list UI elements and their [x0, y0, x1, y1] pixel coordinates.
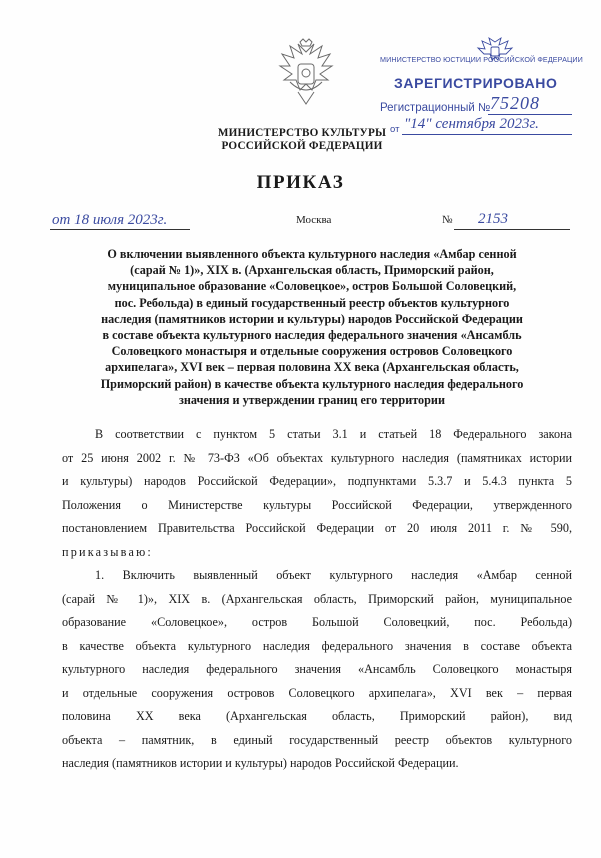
russian-coat-of-arms-icon	[276, 38, 336, 110]
body-line: постановлением Правительства Российской Федерации от 20 июля 2011 г. № 590,	[62, 521, 572, 535]
document-number-label: №	[442, 214, 453, 226]
body-line: от 25 июня 2002 г. № 73-ФЗ «Об объектах культурного наследия (памятниках истории	[62, 450, 572, 465]
stamp-from-label: от	[390, 124, 400, 135]
heading-line: Соловецкого монастыря и отдельные сооружения островов Соловецкого	[111, 344, 513, 359]
body-line: культурного наследия федерального значения «Ансамбль Соловецкого монастыря	[62, 662, 572, 676]
body-line: В соответствии с пунктом 5 статьи 3.1 и статьей 18 Федерального закона	[95, 427, 572, 441]
body-line: наследия (памятников истории и культуры) народов Российской Федерации.	[62, 756, 459, 770]
ministry-line: МИНИСТЕРСТВО КУЛЬТУРЫ	[217, 127, 387, 139]
stamp-reg-number: 75208	[490, 93, 540, 113]
document-date: от 18 июля 2023г.	[52, 212, 168, 228]
document-number: 2153	[478, 211, 508, 227]
preamble-paragraph	[62, 423, 572, 564]
heading-line: муниципальное образование «Соловецкое», остров Большой Соловецкий,	[107, 279, 517, 294]
document-heading	[72, 246, 552, 408]
number-underline	[454, 229, 570, 230]
registration-stamp	[372, 38, 583, 138]
body-line: Положения о Министерстве культуры Российской Федерации, утвержденного	[62, 497, 572, 512]
date-underline	[50, 229, 190, 230]
ministry-line: РОССИЙСКОЙ ФЕДЕРАЦИИ	[221, 140, 383, 152]
document-type: ПРИКАЗ	[256, 172, 345, 193]
stamp-agency: МИНИСТЕРСТВО ЮСТИЦИИ РОССИЙСКОЙ ФЕДЕРАЦИИ	[380, 55, 583, 64]
body-line: 1. Включить выявленный объект культурного наследия «Амбар сенной	[95, 568, 572, 582]
document-city: Москва	[296, 214, 332, 226]
stamp-underline	[402, 134, 572, 135]
heading-line: Приморский район) в качестве объекта культурного наследия федерального	[100, 376, 524, 391]
body-line: и отдельные сооружения островов Соловецкого архипелага», XVI век – первая	[62, 685, 572, 700]
clause-1-paragraph	[62, 564, 572, 776]
heading-line: архипелага», XVI век – первая половина XX века (Архангельская область,	[105, 360, 519, 375]
ministry-name	[212, 127, 392, 153]
heading-line: значения и утверждении границ его территории	[179, 392, 445, 407]
body-line: в качестве объекта культурного наследия федерального значения в составе объекта	[62, 638, 572, 653]
body-line: (сарай № 1)», XIX в. (Архангельская область, Приморский район, муниципальное	[62, 591, 572, 606]
heading-line: в составе объекта культурного наследия федерального значения «Ансамбль	[102, 328, 522, 343]
stamp-title: ЗАРЕГИСТРИРОВАНО	[394, 75, 558, 91]
stamp-reg-label: Регистрационный №	[380, 102, 491, 114]
body-line: половина XX века (Архангельская область, Приморский район), вид	[62, 709, 572, 723]
heading-line: (сарай № 1)», XIX в. (Архангельская область, Приморский район,	[130, 263, 494, 278]
stamp-underline	[488, 114, 572, 115]
body-line: объекта – памятник, в единый государственный реестр объектов культурного	[62, 732, 572, 747]
heading-line: пос. Ребольда) в единый государственный реестр объектов культурного	[114, 295, 510, 310]
body-line: приказываю:	[62, 544, 153, 559]
body-line: и культуры) народов Российской Федерации», подпунктами 5.3.7 и 5.4.3 пункта 5	[62, 474, 572, 488]
stamp-date: "14" сентября 2023г.	[404, 116, 539, 132]
heading-line: О включении выявленного объекта культурного наследия «Амбар сенной	[107, 247, 517, 261]
heading-line: наследия (памятников истории и культуры) народов Российской Федерации	[101, 311, 523, 326]
body-line: образование «Соловецкое», остров Большой Соловецкий, пос. Ребольда)	[62, 615, 572, 629]
